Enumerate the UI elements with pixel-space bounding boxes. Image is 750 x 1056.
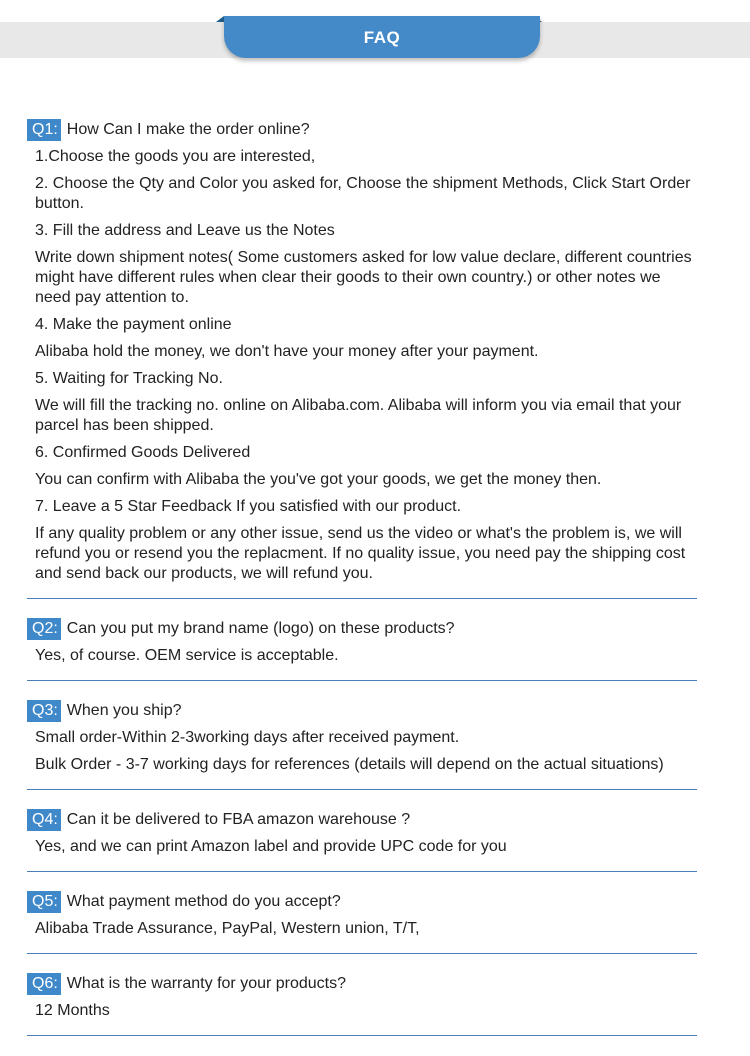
question-row [27,619,697,639]
faq-list [27,120,707,1056]
question-text: Can you put my brand name (logo) on these products? [66,620,455,637]
question-badge: Q3: [27,700,61,722]
tab-fold-left [216,16,224,22]
question-text: What payment method do you accept? [66,893,341,910]
answer-text: We will fill the tracking no. online on Alibaba.com. Alibaba will inform you via email that your parcel has been shipped. [35,397,682,434]
answer-text: Yes, of course. OEM service is acceptable. [35,647,339,664]
question-text: What is the warranty for your products? [66,975,347,992]
answer-text: 7. Leave a 5 Star Feedback If you satisfied with our product. [35,498,462,515]
question-row [27,810,697,830]
answer-text: Bulk Order - 3-7 working days for references (details will depend on the actual situations) [35,756,664,773]
question-text: How Can I make the order online? [66,121,310,138]
answer-text: If any quality problem or any other issue, send us the video or what's the problem is, we will refund you or resend you the replacment. If no quality issue, you need pay the shipping cost and send back our products, we will refund you. [35,525,686,582]
question-row [27,701,697,721]
answer-text: 5. Waiting for Tracking No. [35,370,223,387]
faq-item [27,810,697,872]
answer-text: 1.Choose the goods you are interested, [35,148,316,165]
answer-text: 2. Choose the Qty and Color you asked for, Choose the shipment Methods, Click Start Order button. [35,175,691,212]
question-row [27,974,697,994]
answer-text: Alibaba Trade Assurance, PayPal, Western union, T/T, [35,920,420,937]
answer-text: You can confirm with Alibaba the you've got your goods, we get the money then. [35,471,602,488]
answer-text: Alibaba hold the money, we don't have your money after your payment. [35,343,539,360]
answer-text: 6. Confirmed Goods Delivered [35,444,251,461]
faq-item [27,701,697,790]
faq-item [27,619,697,681]
question-badge: Q5: [27,891,61,913]
answer-text: Yes, and we can print Amazon label and provide UPC code for you [35,838,507,855]
answer-text: 12 Months [35,1002,110,1019]
answer-text: 3. Fill the address and Leave us the Notes [35,222,335,239]
question-badge: Q6: [27,973,61,995]
question-text: Can it be delivered to FBA amazon warehouse ? [66,811,411,828]
faq-item [27,120,697,599]
question-text: When you ship? [66,702,182,719]
question-badge: Q2: [27,618,61,640]
faq-item [27,974,697,1036]
answer-text: Write down shipment notes( Some customers asked for low value declare, different countries might have different rules when clear their goods to their own country.) or other notes we need pay attention to. [35,249,692,306]
answer-text: 4. Make the payment online [35,316,232,333]
question-badge: Q1: [27,119,61,141]
question-row [27,120,697,140]
question-row [27,892,697,912]
answer-text: Small order-Within 2-3working days after received payment. [35,729,460,746]
faq-item [27,892,697,954]
faq-title-tab: FAQ [224,16,540,58]
question-badge: Q4: [27,809,61,831]
